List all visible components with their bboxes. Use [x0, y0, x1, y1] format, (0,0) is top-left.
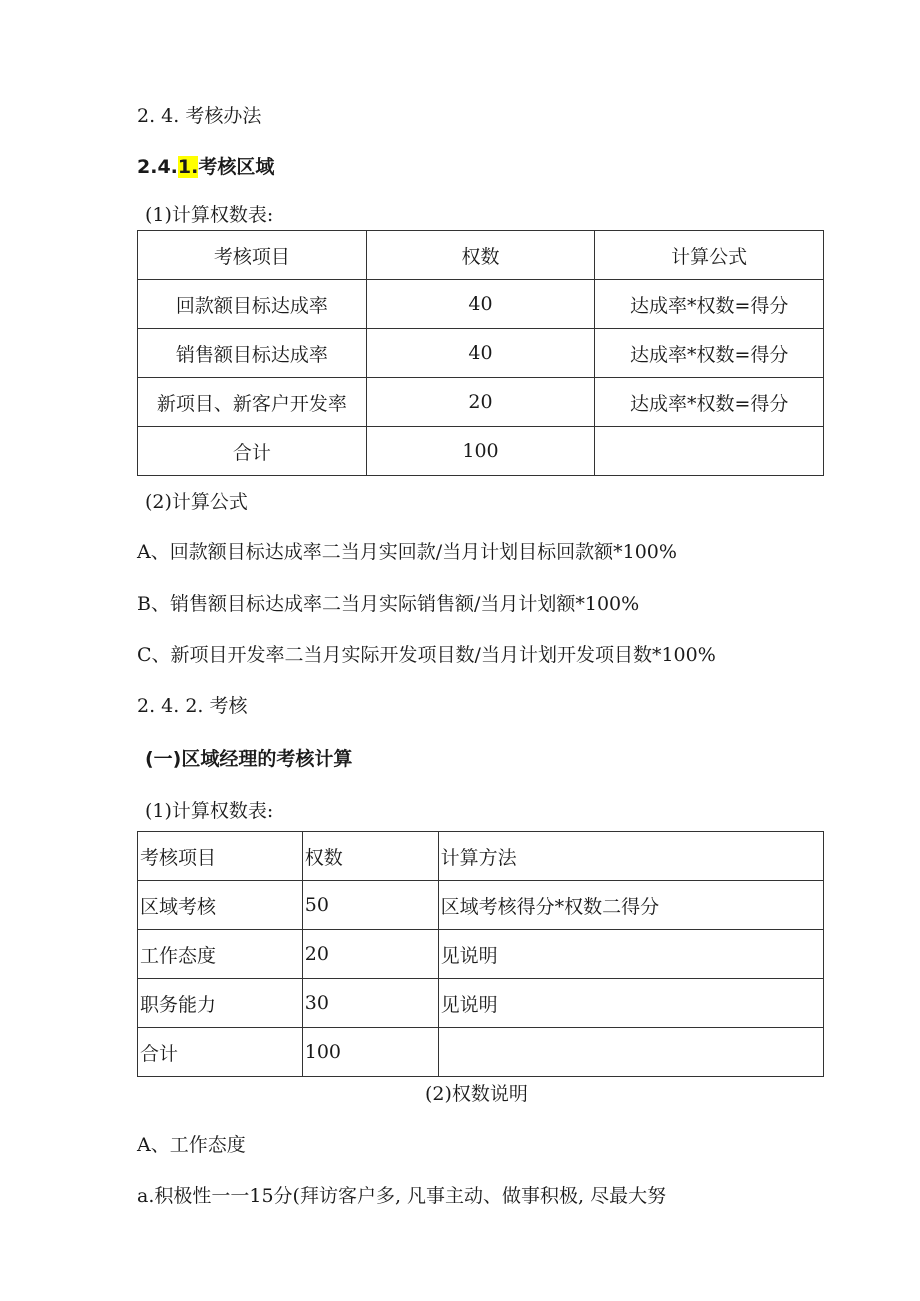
table-cell: 工作态度	[138, 930, 303, 979]
attitude-heading: A、工作态度	[137, 1134, 246, 1156]
table-cell: 合计	[138, 427, 367, 476]
table-cell: 40	[366, 329, 595, 378]
header-cell: 考核项目	[138, 231, 367, 280]
table-cell: 30	[302, 979, 438, 1028]
table-cell	[438, 1028, 823, 1077]
table-cell: 20	[302, 930, 438, 979]
heading-prefix: 2.4.	[137, 156, 178, 178]
table-cell: 50	[302, 881, 438, 930]
attitude-item-a: a.积极性一一15分(拜访客户多, 凡事主动、做事积极, 尽最大努	[137, 1185, 667, 1207]
heading-title: 考核区域	[198, 156, 275, 178]
header-cell: 权数	[302, 832, 438, 881]
weight-note-caption: (2)权数说明	[425, 1083, 528, 1105]
table-cell: 见说明	[438, 930, 823, 979]
table-row	[138, 881, 824, 930]
table-cell: 销售额目标达成率	[138, 329, 367, 378]
table-row	[138, 427, 824, 476]
table-row	[138, 930, 824, 979]
table-row	[138, 329, 824, 378]
table-cell: 20	[366, 378, 595, 427]
table-row	[138, 280, 824, 329]
section-heading-2-4-1	[137, 155, 274, 179]
table-row	[138, 1028, 824, 1077]
header-cell: 计算方法	[438, 832, 823, 881]
header-cell: 权数	[366, 231, 595, 280]
table-cell: 回款额目标达成率	[138, 280, 367, 329]
table1-caption: (1)计算权数表:	[145, 204, 274, 226]
manager-assessment-heading: (一)区域经理的考核计算	[145, 748, 353, 770]
formula-a: A、回款额目标达成率二当月实回款/当月计划目标回款额*100%	[137, 541, 677, 563]
section-heading-2-4-2: 2. 4. 2. 考核	[137, 695, 248, 717]
table-header-row	[138, 231, 824, 280]
table-cell: 40	[366, 280, 595, 329]
table-row	[138, 378, 824, 427]
formula-caption: (2)计算公式	[145, 491, 248, 513]
table-cell	[595, 427, 824, 476]
table-cell: 达成率*权数=得分	[595, 378, 824, 427]
header-cell: 计算公式	[595, 231, 824, 280]
table2-caption: (1)计算权数表:	[145, 800, 274, 822]
header-cell: 考核项目	[138, 832, 303, 881]
table-cell: 职务能力	[138, 979, 303, 1028]
table-cell: 新项目、新客户开发率	[138, 378, 367, 427]
table-cell: 区域考核得分*权数二得分	[438, 881, 823, 930]
table-cell: 达成率*权数=得分	[595, 329, 824, 378]
formula-c: C、新项目开发率二当月实际开发项目数/当月计划开发项目数*100%	[137, 644, 716, 666]
section-heading-2-4: 2. 4. 考核办法	[137, 105, 262, 127]
table-header-row	[138, 832, 824, 881]
weights-table-1	[137, 230, 824, 476]
table-cell: 区域考核	[138, 881, 303, 930]
table-cell: 合计	[138, 1028, 303, 1077]
formula-b: B、销售额目标达成率二当月实际销售额/当月计划额*100%	[137, 593, 640, 615]
table-cell: 100	[302, 1028, 438, 1077]
table-cell: 见说明	[438, 979, 823, 1028]
table-cell: 100	[366, 427, 595, 476]
table-cell: 达成率*权数=得分	[595, 280, 824, 329]
table-row	[138, 979, 824, 1028]
highlighted-number: 1.	[177, 156, 199, 178]
weights-table-2	[137, 831, 824, 1077]
